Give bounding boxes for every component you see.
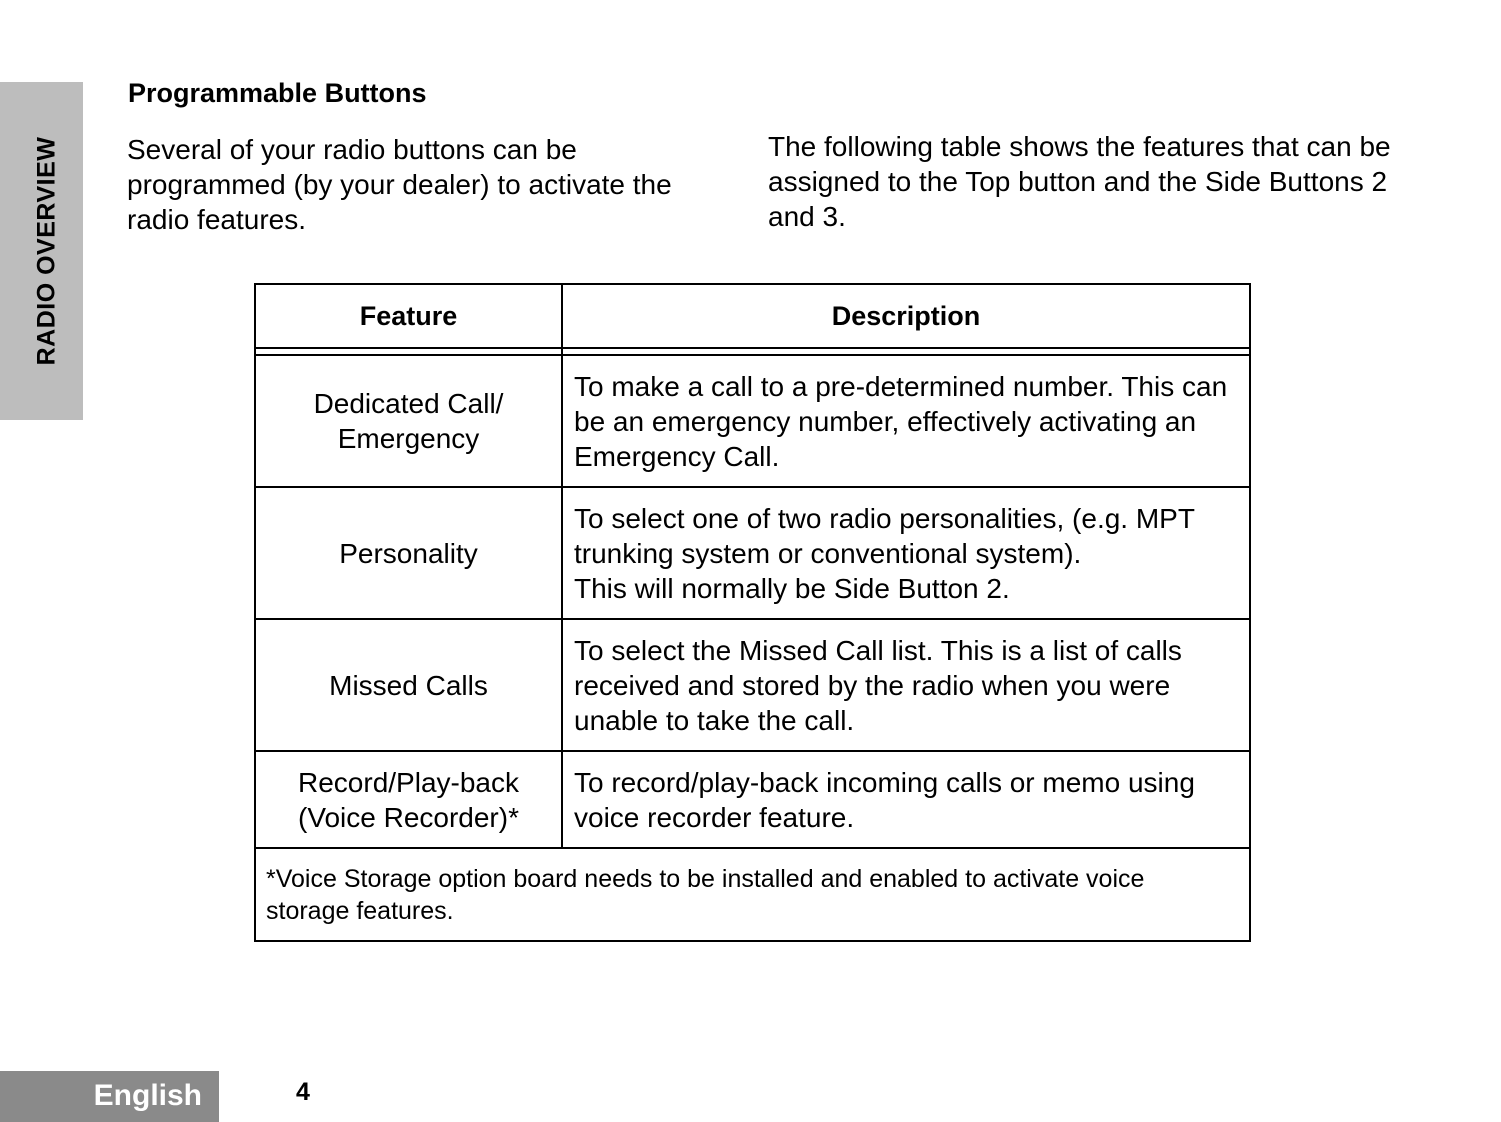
description-line: trunking system or conventional system). [574,537,1082,569]
description-cell [562,751,1250,848]
footnote-line: storage features. [266,897,454,925]
description-line: To select the Missed Call list. This is a list of calls [574,634,1182,666]
intro-paragraph-right: The following table shows the features that can be assigned to the Top button and the Side Buttons 2 and 3. [768,131,1391,232]
description-line: This will normally be Side Button 2. [574,572,1010,604]
feature-cell [255,619,562,751]
feature-line: (Voice Recorder)* [298,801,519,833]
description-cell [562,355,1250,487]
header-rule-cell [255,348,562,355]
description-line: received and stored by the radio when you were [574,669,1171,701]
description-line: be an emergency number, effectively activating an [574,405,1197,437]
feature-line: Dedicated Call/ [313,388,504,419]
feature-line: Emergency [337,423,480,454]
description-line: unable to take the call. [574,704,855,736]
table-row [255,487,1250,619]
table-row [255,751,1250,848]
intro-paragraph-left: Several of your radio buttons can be programmed (by your dealer) to activate the radio features. [127,134,672,235]
footnote-row [255,848,1250,941]
page-number: 4 [296,1078,310,1106]
feature-cell [255,487,562,619]
feature-cell [255,751,562,848]
section-title: Programmable Buttons [128,78,427,108]
table-row [255,355,1250,487]
feature-line: Personality [339,537,478,569]
feature-cell [255,355,562,487]
side-section-tab-label: RADIO OVERVIEW [32,136,61,366]
description-cell [562,619,1250,751]
description-cell [562,487,1250,619]
header-rule-cell [562,348,1250,355]
description-line: To make a call to a pre-determined number. This can [574,370,1228,402]
description-line: To record/play-back incoming calls or memo using [574,766,1195,798]
table-header-row [255,284,1250,348]
description-line: To select one of two radio personalities, (e.g. MPT [574,502,1195,534]
language-label: English [93,1079,202,1112]
table-row [255,619,1250,751]
language-tab [0,1071,219,1122]
description-line: Emergency Call. [574,440,780,472]
programmable-features-table [254,283,1251,942]
footnote-line: *Voice Storage option board needs to be installed and enabled to activate voice [266,865,1145,893]
description-line: voice recorder feature. [574,801,855,833]
feature-line: Missed Calls [329,669,488,701]
header-double-rule [255,348,1250,355]
description-column-header: Description [562,284,1250,348]
feature-column-header: Feature [255,284,562,348]
footnote-cell [255,848,1250,941]
feature-line: Record/Play-back [298,766,519,798]
